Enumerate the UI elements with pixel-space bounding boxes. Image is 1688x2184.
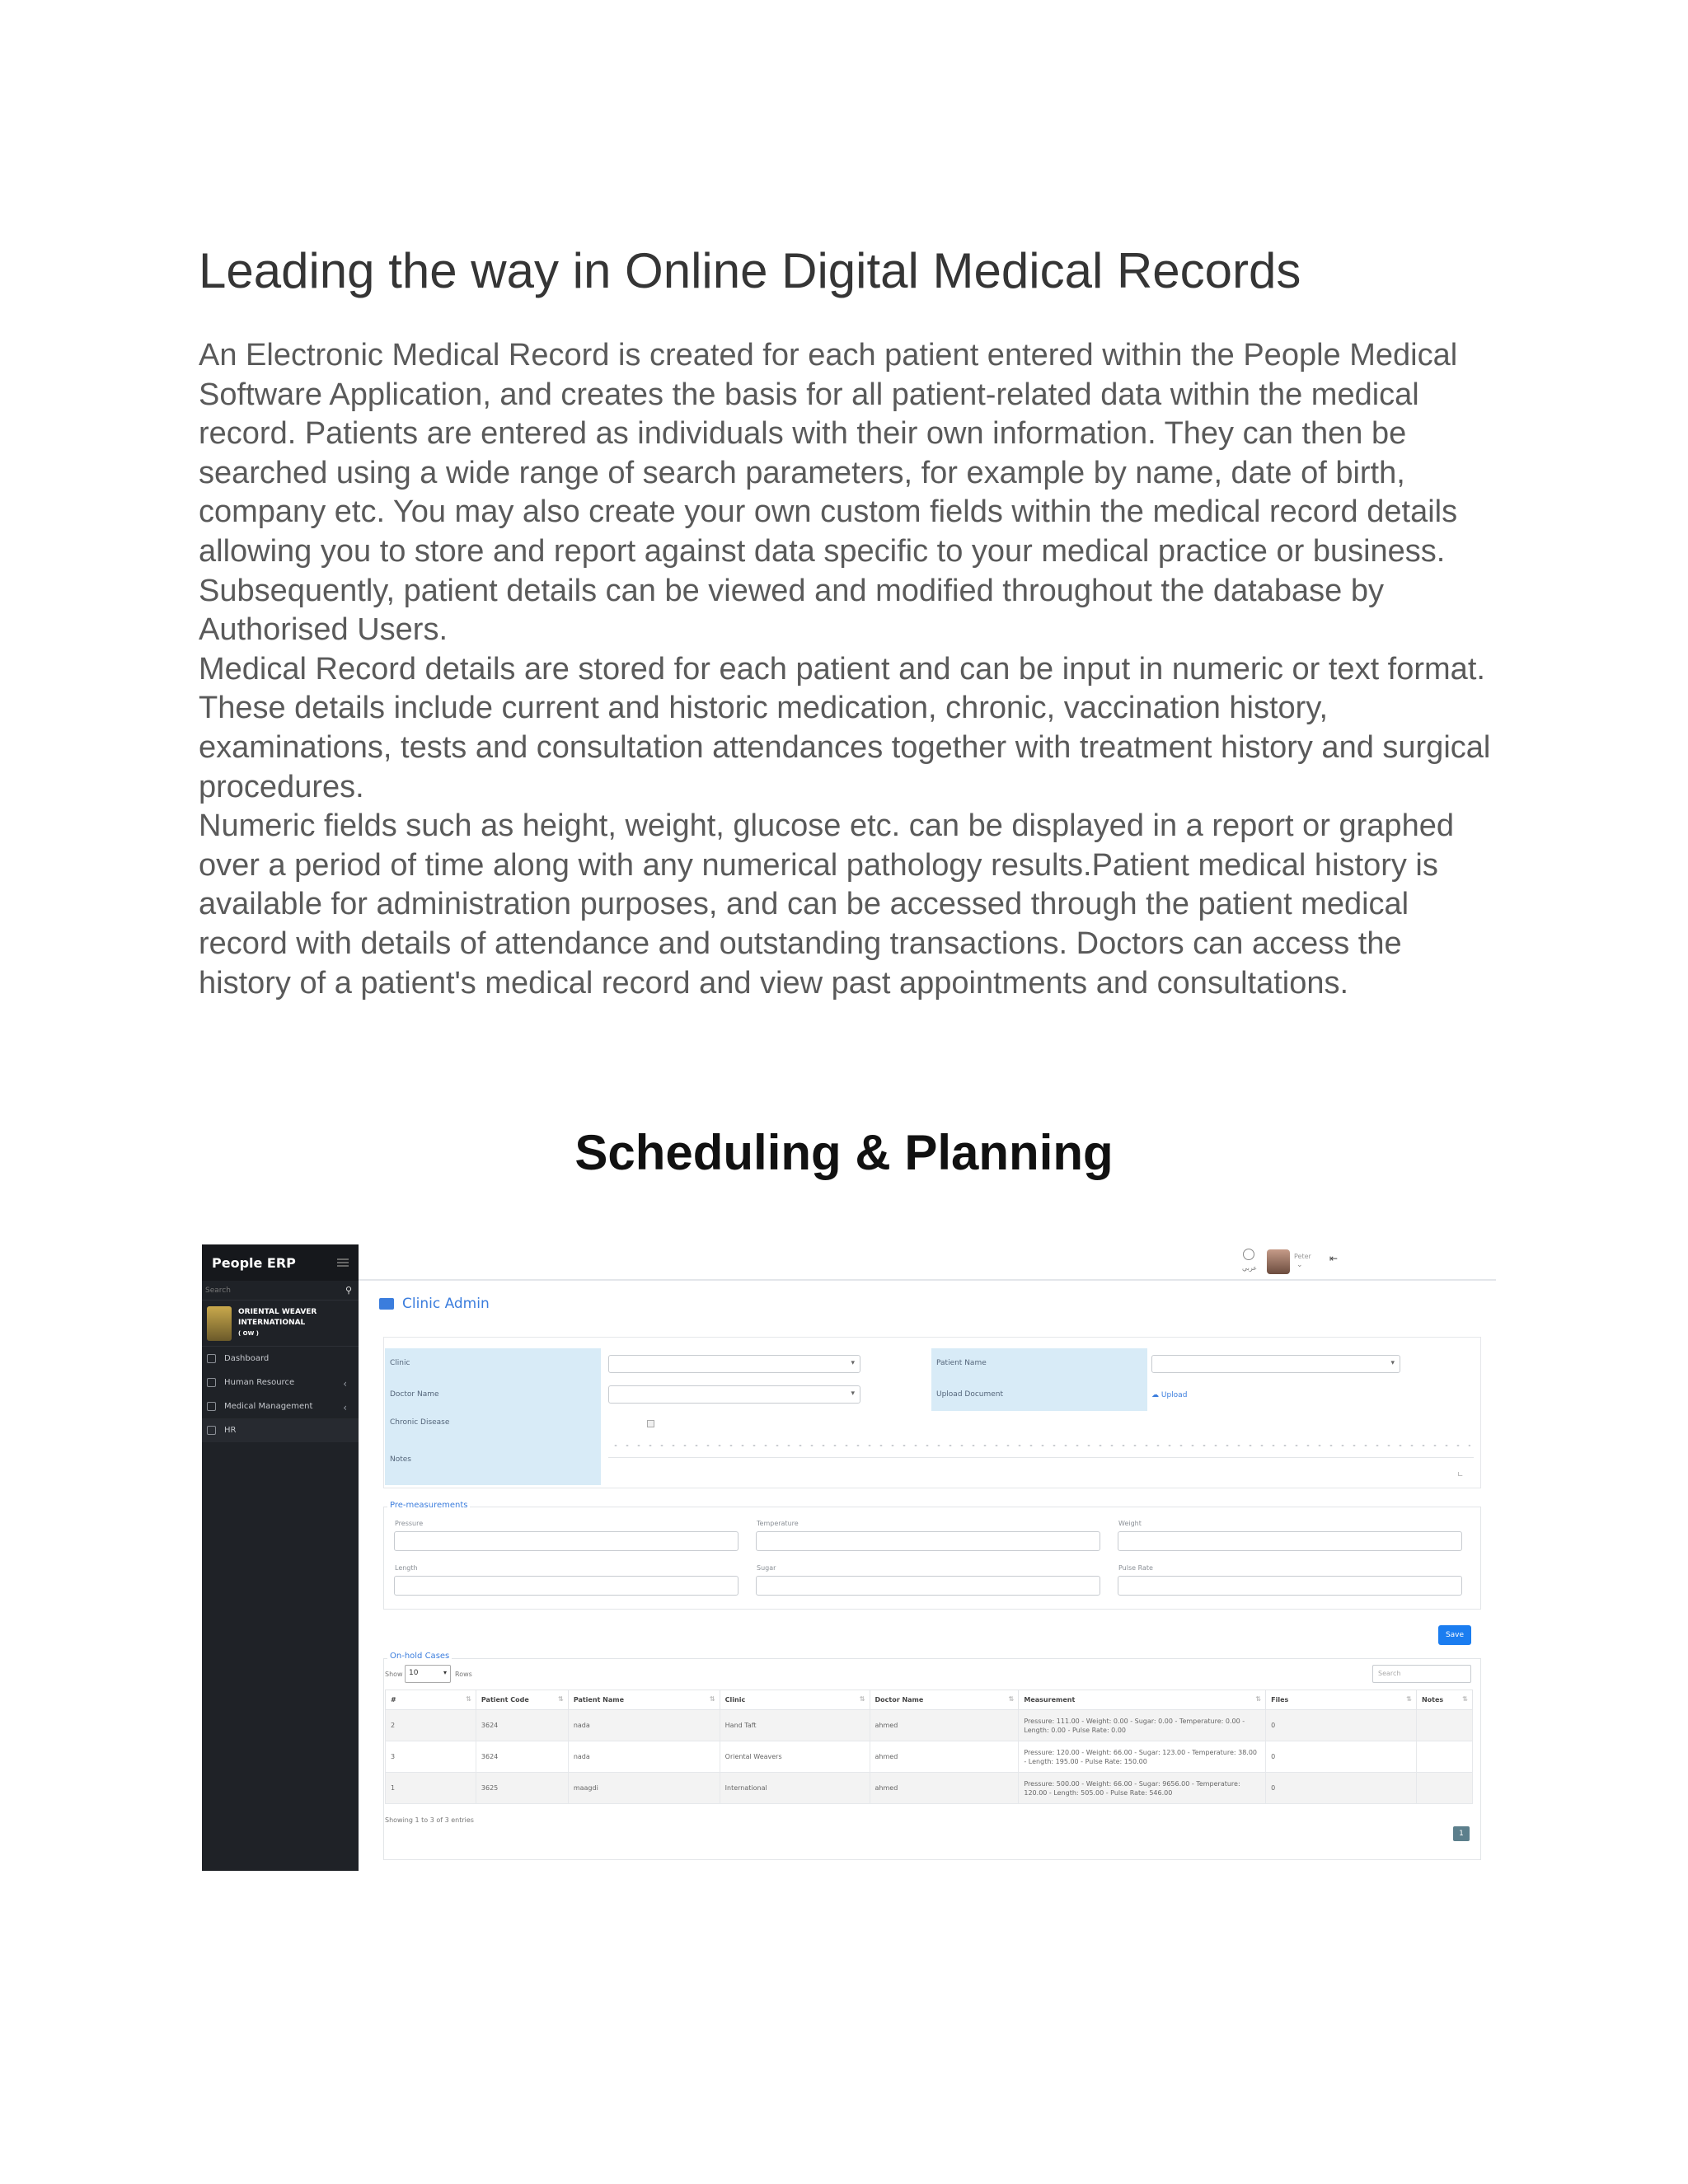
pulse-rate-input[interactable] (1118, 1576, 1462, 1596)
document-title: Leading the way in Online Digital Medical Records (199, 243, 1301, 298)
save-button[interactable]: Save (1438, 1625, 1471, 1645)
column-header[interactable]: Patient Code ⇅ (476, 1690, 568, 1710)
search-icon[interactable]: ⚲ (345, 1285, 352, 1296)
cell-measurement: Pressure: 111.00 - Weight: 0.00 - Sugar: 0.00 - Temperature: 0.00 - Length: 0.00 - Pulse Rate: 0.00 (1019, 1710, 1266, 1741)
temperature-input[interactable] (756, 1531, 1100, 1551)
rows-per-page-value: 10 (409, 1669, 419, 1677)
cell-doctor-name: ahmed (870, 1773, 1019, 1804)
cell-files: 0 (1266, 1710, 1417, 1741)
chevron-down-icon[interactable]: ⌄ (1296, 1261, 1303, 1269)
cell-files: 0 (1266, 1773, 1417, 1804)
clinic-select[interactable] (608, 1355, 860, 1373)
sidebar (202, 1244, 359, 1871)
notes-toolbar[interactable] (610, 1442, 1470, 1449)
briefcase-icon (379, 1298, 394, 1310)
organization (202, 1301, 359, 1347)
table-row[interactable] (386, 1773, 1473, 1804)
chevron-left-icon: ‹ (343, 1402, 347, 1413)
pressure-label: Pressure (395, 1520, 424, 1527)
show-label: Show (385, 1671, 403, 1678)
cloud-upload-icon: ☁ (1151, 1391, 1159, 1399)
sidebar-item-label: Medical Management (224, 1402, 313, 1411)
sidebar-item-human-resource[interactable] (202, 1371, 359, 1394)
cell-measurement: Pressure: 500.00 - Weight: 66.00 - Sugar: 9656.00 - Temperature: 120.00 - Length: 505.00 - Pulse Rate: 546.00 (1019, 1773, 1266, 1804)
length-input[interactable] (394, 1576, 738, 1596)
clipboard-icon (207, 1426, 216, 1435)
resize-handle-icon[interactable]: ∟ (1457, 1471, 1464, 1479)
home-icon (207, 1354, 216, 1363)
cell-clinic: International (720, 1773, 870, 1804)
organization-logo (207, 1306, 232, 1341)
cell-clinic: Oriental Weavers (720, 1741, 870, 1773)
upload-link[interactable] (1151, 1391, 1187, 1399)
clinic-label: Clinic (385, 1348, 601, 1380)
globe-icon[interactable] (1243, 1249, 1254, 1260)
column-header[interactable]: Measurement ⇅ (1019, 1690, 1266, 1710)
document-body (199, 336, 1493, 1003)
cell-doctor-name: ahmed (870, 1710, 1019, 1741)
cell-patient-name: maagdi (568, 1773, 720, 1804)
cell-patient-name: nada (568, 1710, 720, 1741)
org-name-line2: INTERNATIONAL (238, 1319, 306, 1327)
notes-textarea[interactable] (608, 1457, 1474, 1482)
table-row[interactable] (386, 1741, 1473, 1773)
cell-notes (1416, 1773, 1472, 1804)
org-code: ( OW ) (238, 1330, 259, 1337)
sidebar-search-placeholder: Search (205, 1286, 231, 1295)
sidebar-item-hr[interactable] (202, 1418, 359, 1442)
sidebar-search[interactable] (202, 1281, 359, 1301)
upload-document-label: Upload Document (931, 1380, 1147, 1411)
weight-label: Weight (1118, 1520, 1142, 1527)
patient-name-select[interactable] (1151, 1355, 1400, 1373)
on-hold-cases-legend: On-hold Cases (387, 1652, 452, 1661)
pagination-page-1[interactable]: 1 (1453, 1826, 1470, 1841)
sugar-input[interactable] (756, 1576, 1100, 1596)
cell-notes (1416, 1710, 1472, 1741)
column-header[interactable]: # ⇅ (386, 1690, 476, 1710)
column-header[interactable]: Doctor Name ⇅ (870, 1690, 1019, 1710)
brand-bar (202, 1244, 359, 1281)
doctor-name-label: Doctor Name (385, 1380, 601, 1411)
brand-name: People ERP (212, 1254, 296, 1271)
pressure-input[interactable] (394, 1531, 738, 1551)
cell-patient-code: 3624 (476, 1710, 568, 1741)
section-heading: Scheduling & Planning (574, 1125, 1114, 1180)
org-name-line1: ORIENTAL WEAVER (238, 1308, 317, 1316)
user-name[interactable]: Peter (1294, 1253, 1311, 1260)
logout-icon[interactable]: ⇤ (1329, 1253, 1339, 1264)
column-header[interactable]: Patient Name ⇅ (568, 1690, 720, 1710)
chronic-disease-label: Chronic Disease (385, 1411, 601, 1436)
language-switch[interactable]: عربي (1242, 1264, 1258, 1272)
cell-clinic: Hand Taft (720, 1710, 870, 1741)
sidebar-item-label: HR (224, 1426, 237, 1435)
length-label: Length (395, 1564, 418, 1572)
cell-number: 3 (386, 1741, 476, 1773)
cell-patient-code: 3624 (476, 1741, 568, 1773)
cell-measurement: Pressure: 120.00 - Weight: 66.00 - Sugar: 123.00 - Temperature: 38.00 - Length: 195.00 - Pulse Rate: 150.00 (1019, 1741, 1266, 1773)
cell-doctor-name: ahmed (870, 1741, 1019, 1773)
cell-patient-name: nada (568, 1741, 720, 1773)
column-header[interactable]: Files ⇅ (1266, 1690, 1417, 1710)
top-bar (359, 1244, 1496, 1281)
table-header-row (386, 1690, 1473, 1710)
sidebar-item-dashboard[interactable] (202, 1347, 359, 1371)
cell-patient-code: 3625 (476, 1773, 568, 1804)
page-title (379, 1296, 490, 1312)
menu-icon[interactable] (337, 1258, 349, 1267)
rows-label: Rows (455, 1671, 472, 1678)
cell-number: 1 (386, 1773, 476, 1804)
temperature-label: Temperature (757, 1520, 799, 1527)
sidebar-item-label: Dashboard (224, 1354, 270, 1363)
cell-notes (1416, 1741, 1472, 1773)
table-search-input[interactable]: Search (1372, 1665, 1471, 1683)
body-paragraph: Medical Record details are stored for each patient and can be input in numeric or text format. These details include current and historic medication, chronic, vaccination history, examinations, tests and consultation attendances together with treatment history and surgical procedures. (199, 651, 1491, 804)
patient-name-label: Patient Name (931, 1348, 1147, 1380)
body-paragraph: Numeric fields such as height, weight, glucose etc. can be displayed in a report or graphed over a period of time along with any numerical pathology results.Patient medical history is available for administration purposes, and can be accessed through the patient medical record with details of attendance and outstanding transactions. Doctors can access the history of a patient's medical record and view past appointments and consultations. (199, 808, 1454, 1001)
avatar[interactable] (1267, 1249, 1290, 1274)
on-hold-cases-table (385, 1690, 1473, 1804)
chronic-disease-checkbox[interactable] (647, 1420, 654, 1427)
pre-measurements-legend: Pre-measurements (387, 1501, 470, 1510)
rows-per-page-select[interactable] (405, 1665, 451, 1683)
table-info: Showing 1 to 3 of 3 entries (385, 1816, 474, 1824)
pulse-rate-label: Pulse Rate (1118, 1564, 1153, 1572)
column-header[interactable]: Notes ⇅ (1416, 1690, 1472, 1710)
body-paragraph: An Electronic Medical Record is created for each patient entered within the People Medical Software Application, and creates the basis for all patient-related data within the medical record. Patients are entered as individuals with their own information. They can then be searched using a wide range of search parameters, for example by name, date of birth, company etc. You may also create your own custom fields within the medical record details allowing you to store and report against data specific to your medical practice or business. Subsequently, patient details can be viewed and modified throughout the database by Authorised Users. (199, 338, 1458, 648)
users-icon (207, 1378, 216, 1387)
app-screenshot (202, 1244, 1496, 1871)
chevron-down-icon: ▾ (443, 1669, 447, 1676)
sugar-label: Sugar (757, 1564, 776, 1572)
cell-number: 2 (386, 1710, 476, 1741)
doctor-name-select[interactable] (608, 1385, 860, 1404)
cell-files: 0 (1266, 1741, 1417, 1773)
weight-input[interactable] (1118, 1531, 1462, 1551)
user-md-icon (207, 1402, 216, 1411)
column-header[interactable]: Clinic ⇅ (720, 1690, 870, 1710)
table-row[interactable] (386, 1710, 1473, 1741)
page-title-text: Clinic Admin (402, 1296, 490, 1312)
chevron-left-icon: ‹ (343, 1378, 347, 1390)
upload-link-label: Upload (1160, 1391, 1188, 1399)
sidebar-item-medical-management[interactable] (202, 1394, 359, 1418)
sidebar-item-label: Human Resource (224, 1378, 295, 1387)
notes-label: Notes (385, 1436, 601, 1485)
